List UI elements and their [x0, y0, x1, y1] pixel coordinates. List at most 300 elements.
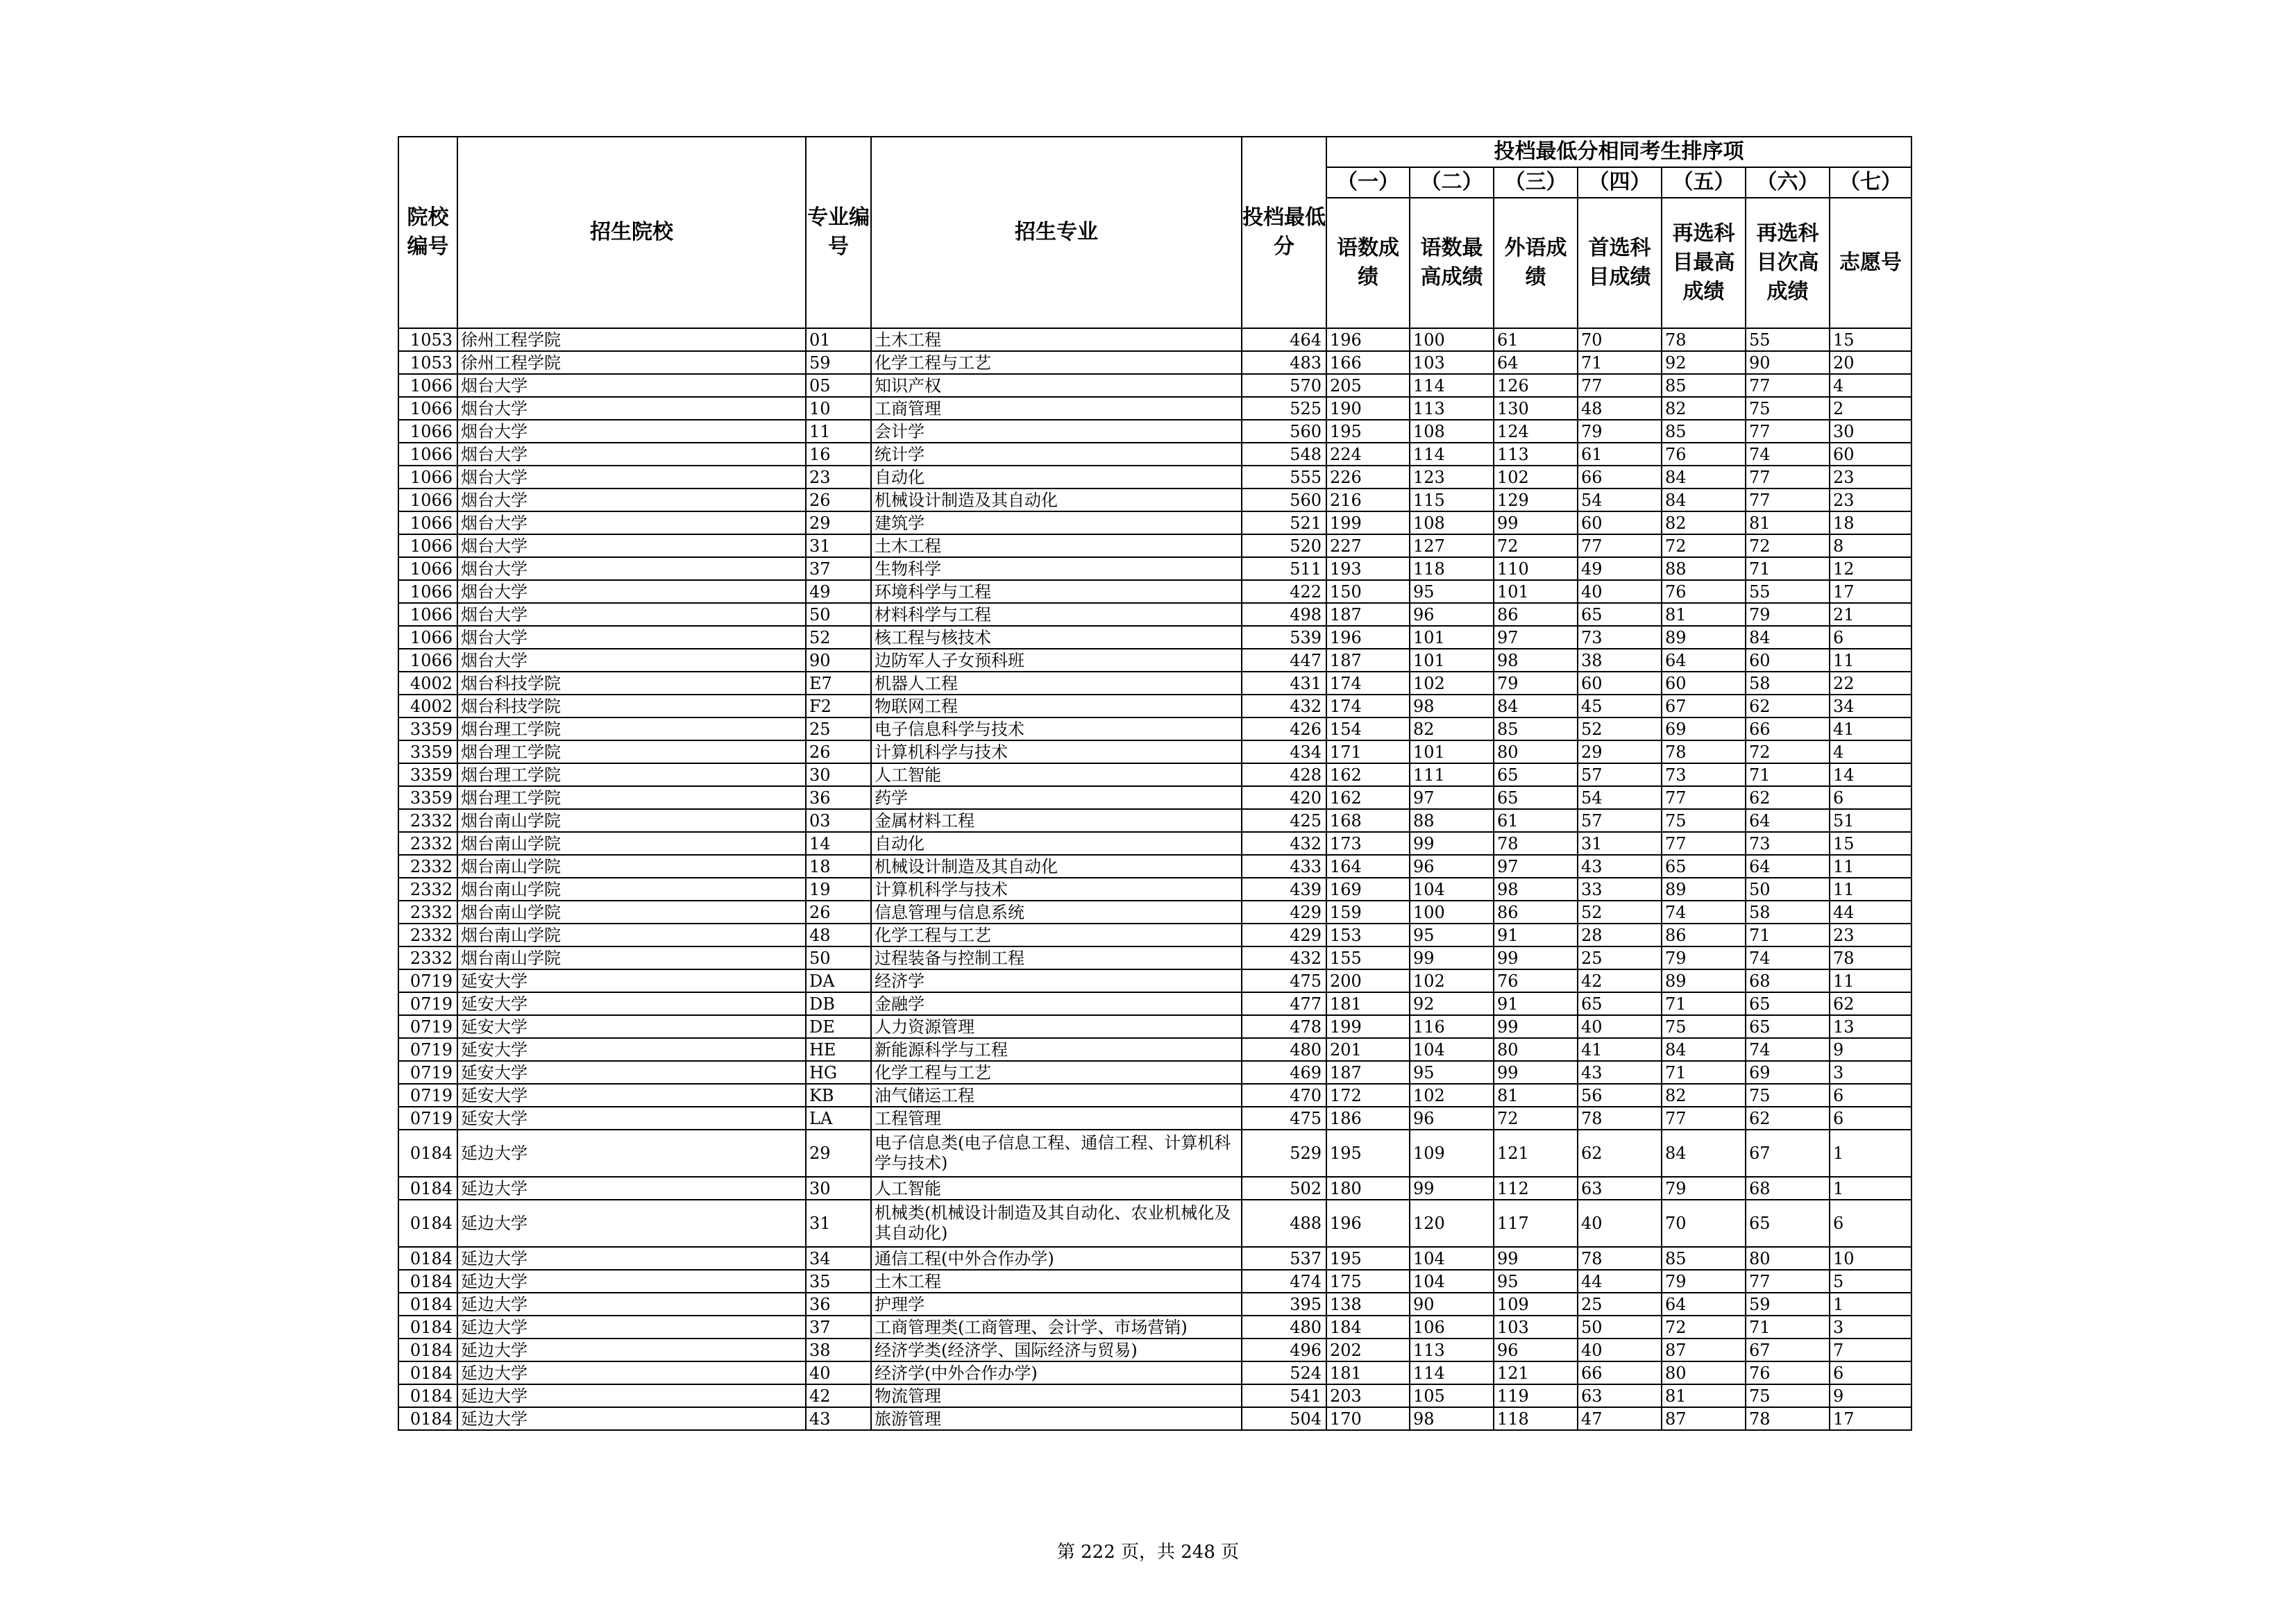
sort1-cell: 169 [1326, 878, 1410, 901]
sort2-cell: 92 [1410, 992, 1494, 1015]
school-name-cell: 烟台南山学院 [457, 946, 806, 969]
sort2-cell: 108 [1410, 511, 1494, 534]
sort2-cell: 96 [1410, 1107, 1494, 1130]
sort5-cell: 80 [1662, 1361, 1746, 1384]
major-name-cell: 生物科学 [871, 557, 1242, 580]
header-sort-3: 外语成绩 [1494, 198, 1578, 328]
sort5-cell: 82 [1662, 1084, 1746, 1107]
sort7-cell: 3 [1830, 1061, 1911, 1084]
min-score-cell: 426 [1242, 717, 1326, 740]
sort5-cell: 75 [1662, 1015, 1746, 1038]
school-code-cell: 1066 [398, 511, 457, 534]
sort4-cell: 42 [1578, 969, 1662, 992]
sort2-cell: 104 [1410, 1247, 1494, 1270]
sort2-cell: 97 [1410, 786, 1494, 809]
table-row [398, 580, 1911, 603]
min-score-cell: 429 [1242, 924, 1326, 946]
min-score-cell: 439 [1242, 878, 1326, 901]
sort7-cell: 17 [1830, 580, 1911, 603]
sort4-cell: 62 [1578, 1130, 1662, 1177]
major-name-cell: 金属材料工程 [871, 809, 1242, 832]
sort4-cell: 40 [1578, 580, 1662, 603]
sort5-cell: 77 [1662, 786, 1746, 809]
sort1-cell: 226 [1326, 466, 1410, 488]
school-name-cell: 烟台理工学院 [457, 740, 806, 763]
sort1-cell: 164 [1326, 855, 1410, 878]
major-code-cell: 48 [806, 924, 871, 946]
sort1-cell: 224 [1326, 443, 1410, 466]
major-name-cell: 电子信息类(电子信息工程、通信工程、计算机科学与技术) [871, 1130, 1242, 1177]
table-row [398, 1339, 1911, 1361]
sort1-cell: 227 [1326, 534, 1410, 557]
school-name-cell: 延边大学 [457, 1361, 806, 1384]
min-score-cell: 502 [1242, 1177, 1326, 1200]
sort4-cell: 40 [1578, 1200, 1662, 1247]
sort6-cell: 66 [1746, 717, 1830, 740]
school-code-cell: 0184 [398, 1270, 457, 1293]
school-code-cell: 1066 [398, 466, 457, 488]
sort7-cell: 6 [1830, 1361, 1911, 1384]
sort2-cell: 109 [1410, 1130, 1494, 1177]
sort3-cell: 61 [1494, 809, 1578, 832]
sort5-cell: 65 [1662, 855, 1746, 878]
sort4-cell: 47 [1578, 1407, 1662, 1430]
sort4-cell: 54 [1578, 786, 1662, 809]
sort7-cell: 6 [1830, 1107, 1911, 1130]
sort3-cell: 86 [1494, 901, 1578, 924]
sort2-cell: 99 [1410, 832, 1494, 855]
sort7-cell: 1 [1830, 1130, 1911, 1177]
school-name-cell: 烟台大学 [457, 649, 806, 672]
major-code-cell: KB [806, 1084, 871, 1107]
sort7-cell: 34 [1830, 695, 1911, 717]
sort4-cell: 41 [1578, 1038, 1662, 1061]
major-code-cell: 52 [806, 626, 871, 649]
min-score-cell: 488 [1242, 1200, 1326, 1247]
table-row [398, 649, 1911, 672]
sort3-cell: 85 [1494, 717, 1578, 740]
sort4-cell: 49 [1578, 557, 1662, 580]
sort7-cell: 4 [1830, 740, 1911, 763]
header-sort-4: 首选科目成绩 [1578, 198, 1662, 328]
sort2-cell: 114 [1410, 374, 1494, 397]
sort2-cell: 108 [1410, 420, 1494, 443]
sort3-cell: 97 [1494, 626, 1578, 649]
sort5-cell: 89 [1662, 878, 1746, 901]
sort2-cell: 104 [1410, 1038, 1494, 1061]
sort6-cell: 79 [1746, 603, 1830, 626]
major-name-cell: 人工智能 [871, 1177, 1242, 1200]
major-code-cell: 30 [806, 763, 871, 786]
sort4-cell: 73 [1578, 626, 1662, 649]
sort3-cell: 126 [1494, 374, 1578, 397]
header-sort-7: 志愿号 [1830, 198, 1911, 328]
table-row [398, 557, 1911, 580]
table-row [398, 511, 1911, 534]
table-row [398, 1270, 1911, 1293]
school-name-cell: 延边大学 [457, 1293, 806, 1316]
table-row [398, 1038, 1911, 1061]
major-code-cell: 50 [806, 603, 871, 626]
min-score-cell: 496 [1242, 1339, 1326, 1361]
sort4-cell: 25 [1578, 946, 1662, 969]
sort7-cell: 41 [1830, 717, 1911, 740]
sort4-cell: 54 [1578, 488, 1662, 511]
sort3-cell: 99 [1494, 1061, 1578, 1084]
sort6-cell: 78 [1746, 1407, 1830, 1430]
sort2-cell: 115 [1410, 488, 1494, 511]
sort4-cell: 60 [1578, 511, 1662, 534]
sort2-cell: 118 [1410, 557, 1494, 580]
table-row [398, 1361, 1911, 1384]
school-name-cell: 延安大学 [457, 1084, 806, 1107]
sort2-cell: 104 [1410, 1270, 1494, 1293]
header-order-1: （一） [1326, 167, 1410, 198]
sort1-cell: 174 [1326, 695, 1410, 717]
sort1-cell: 186 [1326, 1107, 1410, 1130]
min-score-cell: 475 [1242, 1107, 1326, 1130]
header-sort-2: 语数最高成绩 [1410, 198, 1494, 328]
sort7-cell: 15 [1830, 832, 1911, 855]
sort7-cell: 12 [1830, 557, 1911, 580]
school-name-cell: 延边大学 [457, 1384, 806, 1407]
table-row [398, 763, 1911, 786]
major-code-cell: DB [806, 992, 871, 1015]
school-code-cell: 3359 [398, 786, 457, 809]
sort2-cell: 101 [1410, 626, 1494, 649]
major-code-cell: 23 [806, 466, 871, 488]
min-score-cell: 434 [1242, 740, 1326, 763]
sort2-cell: 114 [1410, 1361, 1494, 1384]
sort7-cell: 22 [1830, 672, 1911, 695]
school-name-cell: 烟台大学 [457, 420, 806, 443]
major-code-cell: 29 [806, 511, 871, 534]
sort7-cell: 10 [1830, 1247, 1911, 1270]
sort2-cell: 127 [1410, 534, 1494, 557]
sort1-cell: 195 [1326, 1130, 1410, 1177]
sort7-cell: 4 [1830, 374, 1911, 397]
school-name-cell: 延边大学 [457, 1177, 806, 1200]
sort6-cell: 74 [1746, 1038, 1830, 1061]
sort5-cell: 89 [1662, 626, 1746, 649]
min-score-cell: 521 [1242, 511, 1326, 534]
major-code-cell: 19 [806, 878, 871, 901]
major-name-cell: 油气储运工程 [871, 1084, 1242, 1107]
school-name-cell: 延安大学 [457, 1015, 806, 1038]
sort5-cell: 72 [1662, 1316, 1746, 1339]
major-name-cell: 计算机科学与技术 [871, 740, 1242, 763]
table-row [398, 603, 1911, 626]
sort4-cell: 60 [1578, 672, 1662, 695]
major-name-cell: 旅游管理 [871, 1407, 1242, 1430]
header-major-code: 专业编号 [806, 137, 871, 328]
school-name-cell: 烟台大学 [457, 443, 806, 466]
major-code-cell: DA [806, 969, 871, 992]
sort4-cell: 31 [1578, 832, 1662, 855]
sort5-cell: 92 [1662, 351, 1746, 374]
sort3-cell: 76 [1494, 969, 1578, 992]
major-name-cell: 物流管理 [871, 1384, 1242, 1407]
sort6-cell: 58 [1746, 672, 1830, 695]
sort1-cell: 170 [1326, 1407, 1410, 1430]
table-row [398, 443, 1911, 466]
major-code-cell: HG [806, 1061, 871, 1084]
sort7-cell: 1 [1830, 1177, 1911, 1200]
sort7-cell: 11 [1830, 969, 1911, 992]
sort3-cell: 65 [1494, 786, 1578, 809]
major-name-cell: 信息管理与信息系统 [871, 901, 1242, 924]
sort2-cell: 95 [1410, 1061, 1494, 1084]
sort1-cell: 155 [1326, 946, 1410, 969]
sort4-cell: 40 [1578, 1339, 1662, 1361]
sort6-cell: 77 [1746, 1270, 1830, 1293]
sort1-cell: 196 [1326, 1200, 1410, 1247]
min-score-cell: 560 [1242, 420, 1326, 443]
sort4-cell: 70 [1578, 328, 1662, 351]
sort1-cell: 184 [1326, 1316, 1410, 1339]
sort1-cell: 199 [1326, 511, 1410, 534]
sort4-cell: 77 [1578, 374, 1662, 397]
school-code-cell: 0184 [398, 1293, 457, 1316]
sort1-cell: 187 [1326, 603, 1410, 626]
min-score-cell: 560 [1242, 488, 1326, 511]
sort4-cell: 40 [1578, 1015, 1662, 1038]
min-score-cell: 480 [1242, 1038, 1326, 1061]
sort7-cell: 51 [1830, 809, 1911, 832]
table-row [398, 924, 1911, 946]
sort2-cell: 106 [1410, 1316, 1494, 1339]
table-row [398, 1407, 1911, 1430]
sort6-cell: 71 [1746, 924, 1830, 946]
table-row [398, 969, 1911, 992]
min-score-cell: 432 [1242, 832, 1326, 855]
sort6-cell: 73 [1746, 832, 1830, 855]
school-name-cell: 延安大学 [457, 1107, 806, 1130]
sort5-cell: 73 [1662, 763, 1746, 786]
sort2-cell: 96 [1410, 855, 1494, 878]
table-row [398, 466, 1911, 488]
major-name-cell: 机械设计制造及其自动化 [871, 855, 1242, 878]
school-name-cell: 延边大学 [457, 1407, 806, 1430]
sort7-cell: 11 [1830, 878, 1911, 901]
school-code-cell: 2332 [398, 946, 457, 969]
min-score-cell: 520 [1242, 534, 1326, 557]
sort6-cell: 68 [1746, 969, 1830, 992]
sort4-cell: 28 [1578, 924, 1662, 946]
sort6-cell: 71 [1746, 1316, 1830, 1339]
school-code-cell: 0184 [398, 1177, 457, 1200]
sort6-cell: 74 [1746, 946, 1830, 969]
major-code-cell: 16 [806, 443, 871, 466]
sort5-cell: 70 [1662, 1200, 1746, 1247]
major-name-cell: 工商管理 [871, 397, 1242, 420]
sort6-cell: 65 [1746, 1015, 1830, 1038]
sort3-cell: 119 [1494, 1384, 1578, 1407]
sort7-cell: 14 [1830, 763, 1911, 786]
sort6-cell: 67 [1746, 1339, 1830, 1361]
school-code-cell: 0719 [398, 1107, 457, 1130]
major-code-cell: 35 [806, 1270, 871, 1293]
sort2-cell: 116 [1410, 1015, 1494, 1038]
sort5-cell: 71 [1662, 1061, 1746, 1084]
major-name-cell: 经济学 [871, 969, 1242, 992]
major-code-cell: 36 [806, 786, 871, 809]
sort4-cell: 45 [1578, 695, 1662, 717]
sort3-cell: 99 [1494, 1247, 1578, 1270]
major-code-cell: 37 [806, 1316, 871, 1339]
sort5-cell: 69 [1662, 717, 1746, 740]
major-name-cell: 工程管理 [871, 1107, 1242, 1130]
school-code-cell: 1066 [398, 534, 457, 557]
school-name-cell: 徐州工程学院 [457, 351, 806, 374]
min-score-cell: 498 [1242, 603, 1326, 626]
min-score-cell: 480 [1242, 1316, 1326, 1339]
major-name-cell: 工商管理类(工商管理、会计学、市场营销) [871, 1316, 1242, 1339]
school-code-cell: 1053 [398, 328, 457, 351]
sort7-cell: 11 [1830, 649, 1911, 672]
admission-score-table [398, 136, 1912, 1431]
major-code-cell: DE [806, 1015, 871, 1038]
sort6-cell: 90 [1746, 351, 1830, 374]
min-score-cell: 541 [1242, 1384, 1326, 1407]
sort7-cell: 6 [1830, 1084, 1911, 1107]
school-name-cell: 延安大学 [457, 1061, 806, 1084]
major-code-cell: 37 [806, 557, 871, 580]
major-name-cell: 机械类(机械设计制造及其自动化、农业机械化及其自动化) [871, 1200, 1242, 1247]
table-row [398, 1084, 1911, 1107]
sort3-cell: 80 [1494, 1038, 1578, 1061]
school-code-cell: 2332 [398, 832, 457, 855]
sort5-cell: 79 [1662, 1177, 1746, 1200]
sort6-cell: 62 [1746, 1107, 1830, 1130]
sort7-cell: 1 [1830, 1293, 1911, 1316]
table-row [398, 878, 1911, 901]
major-name-cell: 统计学 [871, 443, 1242, 466]
major-code-cell: 40 [806, 1361, 871, 1384]
major-code-cell: 03 [806, 809, 871, 832]
sort2-cell: 95 [1410, 924, 1494, 946]
min-score-cell: 477 [1242, 992, 1326, 1015]
sort4-cell: 43 [1578, 1061, 1662, 1084]
sort3-cell: 121 [1494, 1361, 1578, 1384]
sort7-cell: 62 [1830, 992, 1911, 1015]
sort6-cell: 80 [1746, 1247, 1830, 1270]
sort2-cell: 101 [1410, 649, 1494, 672]
school-code-cell: 1066 [398, 443, 457, 466]
sort1-cell: 171 [1326, 740, 1410, 763]
sort5-cell: 76 [1662, 580, 1746, 603]
sort7-cell: 9 [1830, 1038, 1911, 1061]
major-name-cell: 过程装备与控制工程 [871, 946, 1242, 969]
school-name-cell: 烟台理工学院 [457, 717, 806, 740]
school-name-cell: 延安大学 [457, 969, 806, 992]
sort5-cell: 85 [1662, 420, 1746, 443]
sort3-cell: 96 [1494, 1339, 1578, 1361]
school-name-cell: 延边大学 [457, 1316, 806, 1339]
sort7-cell: 6 [1830, 786, 1911, 809]
major-name-cell: 化学工程与工艺 [871, 351, 1242, 374]
min-score-cell: 431 [1242, 672, 1326, 695]
header-order-3: （三） [1494, 167, 1578, 198]
page-footer: 第 222 页，共 248 页 [1056, 1542, 1240, 1563]
sort6-cell: 71 [1746, 557, 1830, 580]
table-row [398, 1247, 1911, 1270]
table-row [398, 420, 1911, 443]
min-score-cell: 447 [1242, 649, 1326, 672]
major-name-cell: 电子信息科学与技术 [871, 717, 1242, 740]
sort1-cell: 159 [1326, 901, 1410, 924]
sort3-cell: 118 [1494, 1407, 1578, 1430]
min-score-cell: 524 [1242, 1361, 1326, 1384]
sort2-cell: 113 [1410, 1339, 1494, 1361]
table-row [398, 351, 1911, 374]
header-order-6: （六） [1746, 167, 1830, 198]
sort5-cell: 84 [1662, 1038, 1746, 1061]
sort6-cell: 81 [1746, 511, 1830, 534]
school-code-cell: 1066 [398, 488, 457, 511]
sort5-cell: 76 [1662, 443, 1746, 466]
sort6-cell: 76 [1746, 1361, 1830, 1384]
sort3-cell: 97 [1494, 855, 1578, 878]
sort2-cell: 99 [1410, 946, 1494, 969]
sort3-cell: 113 [1494, 443, 1578, 466]
major-name-cell: 人工智能 [871, 763, 1242, 786]
sort2-cell: 96 [1410, 603, 1494, 626]
table-row [398, 626, 1911, 649]
header-order-4: （四） [1578, 167, 1662, 198]
sort3-cell: 72 [1494, 1107, 1578, 1130]
major-code-cell: 25 [806, 717, 871, 740]
min-score-cell: 420 [1242, 786, 1326, 809]
major-name-cell: 边防军人子女预科班 [871, 649, 1242, 672]
sort3-cell: 101 [1494, 580, 1578, 603]
major-name-cell: 土木工程 [871, 534, 1242, 557]
sort6-cell: 75 [1746, 1384, 1830, 1407]
sort7-cell: 21 [1830, 603, 1911, 626]
school-name-cell: 烟台南山学院 [457, 832, 806, 855]
sort4-cell: 61 [1578, 443, 1662, 466]
school-code-cell: 0184 [398, 1384, 457, 1407]
sort2-cell: 99 [1410, 1177, 1494, 1200]
min-score-cell: 395 [1242, 1293, 1326, 1316]
table-row [398, 1384, 1911, 1407]
sort1-cell: 168 [1326, 809, 1410, 832]
sort2-cell: 102 [1410, 1084, 1494, 1107]
sort1-cell: 196 [1326, 328, 1410, 351]
sort4-cell: 44 [1578, 1270, 1662, 1293]
school-code-cell: 0719 [398, 1084, 457, 1107]
sort5-cell: 86 [1662, 924, 1746, 946]
school-name-cell: 延边大学 [457, 1130, 806, 1177]
table-row [398, 717, 1911, 740]
major-name-cell: 物联网工程 [871, 695, 1242, 717]
sort3-cell: 117 [1494, 1200, 1578, 1247]
sort1-cell: 150 [1326, 580, 1410, 603]
sort1-cell: 153 [1326, 924, 1410, 946]
major-name-cell: 新能源科学与工程 [871, 1038, 1242, 1061]
school-name-cell: 延边大学 [457, 1339, 806, 1361]
sort3-cell: 81 [1494, 1084, 1578, 1107]
sort2-cell: 123 [1410, 466, 1494, 488]
min-score-cell: 429 [1242, 901, 1326, 924]
school-code-cell: 3359 [398, 717, 457, 740]
table-row [398, 374, 1911, 397]
sort2-cell: 82 [1410, 717, 1494, 740]
sort4-cell: 57 [1578, 809, 1662, 832]
sort6-cell: 71 [1746, 763, 1830, 786]
sort3-cell: 98 [1494, 878, 1578, 901]
sort3-cell: 103 [1494, 1316, 1578, 1339]
